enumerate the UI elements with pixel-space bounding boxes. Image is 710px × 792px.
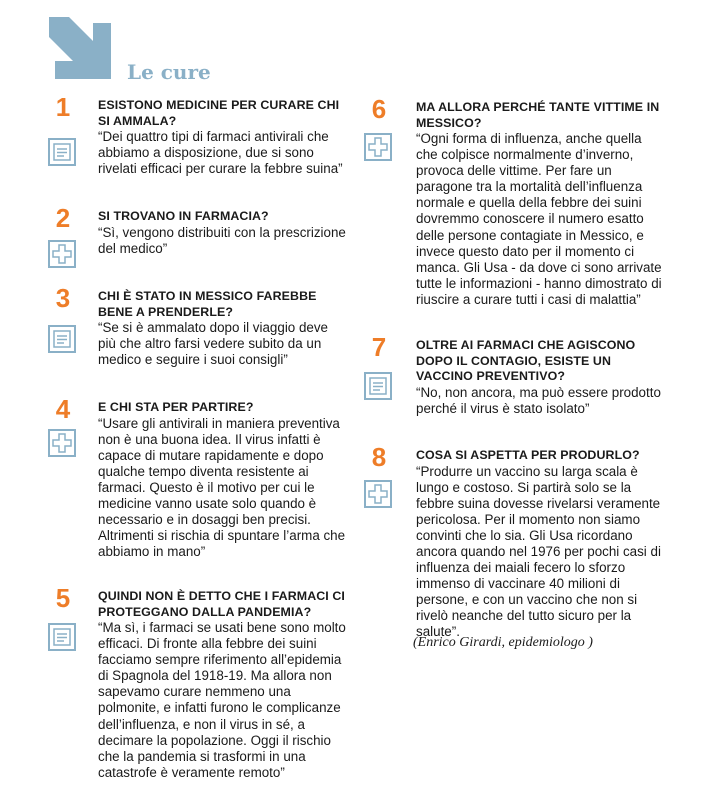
answer: “Sì, vengono distribuiti con la prescrizione del medico” (98, 224, 346, 256)
item-number: 5 (55, 583, 71, 613)
document-icon (48, 138, 76, 166)
medical-cross-icon (364, 133, 392, 161)
question: E CHI STA PER PARTIRE? (98, 400, 254, 414)
medical-cross-icon (48, 429, 76, 457)
item-number: 2 (55, 203, 71, 233)
question: COSA SI ASPETTA PER PRODURLO? (416, 448, 640, 462)
arrow-down-right-icon (49, 17, 111, 79)
answer: “Usare gli antivirali in maniera preventiva non è una buona idea. Il virus infatti è capace di mutare rapidamente e dopo qualche tempo diventa resistente ai farmaci. Questo è il motivo per cui le medicine vanno usate solo quando è necessario e in dosaggi ben precisi. Altrimenti si rischia di spuntare l’arma che abbiamo in mano” (98, 415, 346, 560)
section-title: Le cure (127, 60, 211, 84)
question: QUINDI NON È DETTO CHE I FARMACI CI PROTEGGANO DALLA PANDEMIA? (98, 589, 345, 619)
item-number: 4 (55, 394, 71, 424)
item-number: 1 (55, 92, 71, 122)
document-icon (48, 623, 76, 651)
answer: “Ogni forma di influenza, anche quella che colpisce normalmente d’inverno, provoca delle vittime. Per fare un paragone tra la mortalità dell’influenza normale e quella della febbre dei suini dovremmo conoscere il numero esatto delle persone contagiate in Messico, e invece questo dato per il momento ci manca. Gli Usa - da dove ci sono arrivate tutte le informazioni - hanno dimostrato di riuscire a curare tutti i casi di malattia” (416, 131, 662, 307)
question: CHI È STATO IN MESSICO FAREBBE BENE A PRENDERLE? (98, 289, 317, 319)
answer: “Se si è ammalato dopo il viaggio deve più che altro farsi vedere subito da un medico e seguire i suoi consigli” (98, 320, 329, 368)
medical-cross-icon (48, 240, 76, 268)
medical-cross-icon (364, 480, 392, 508)
item-number: 3 (55, 283, 71, 313)
item-number: 7 (371, 332, 387, 362)
question: MA ALLORA PERCHÉ TANTE VITTIME IN MESSICO? (416, 100, 660, 130)
item-number: 8 (371, 442, 387, 472)
question: ESISTONO MEDICINE PER CURARE CHI SI AMMALA? (98, 98, 340, 128)
document-icon (364, 372, 392, 400)
answer: “Dei quattro tipi di farmaci antivirali che abbiamo a disposizione, due si sono rivelati efficaci per curare la febbre suina” (98, 129, 343, 177)
item-number: 6 (371, 94, 387, 124)
question: SI TROVANO IN FARMACIA? (98, 209, 269, 223)
document-icon (48, 325, 76, 353)
author-signature: (Enrico Girardi, epidemiologo ) (413, 635, 593, 650)
question: OLTRE AI FARMACI CHE AGISCONO DOPO IL CONTAGIO, ESISTE UN VACCINO PREVENTIVO? (416, 338, 636, 383)
answer: “No, non ancora, ma può essere prodotto perché il virus è stato isolato” (416, 384, 661, 416)
answer: “Produrre un vaccino su larga scala è lungo e costoso. Si partirà solo se la febbre suina dovesse rivelarsi veramente pericolosa. Per il momento non siamo convinti che lo sia. Gli Usa ricordano ancora quando nel 1976 per pochi casi di influenza dei maiali fecero lo sforzo immenso di vaccinare 40 milioni di persone, e con un vaccino che non si rivelò neanche del tutto sicuro per la salute”. (416, 463, 661, 640)
answer: “Ma sì, i farmaci se usati bene sono molto efficaci. Di fronte alla febbre dei suini facciamo sempre riferimento all’epidemia di Spagnola del 1918-19. Ma allora non sapevamo curare nemmeno una polmonite, e infatti furono le complicanze dell’influenza, e non il virus in sé, a decimare la popolazione. Oggi il rischio che la pandemia si trasformi in una catastrofe è veramente remoto” (98, 620, 346, 780)
